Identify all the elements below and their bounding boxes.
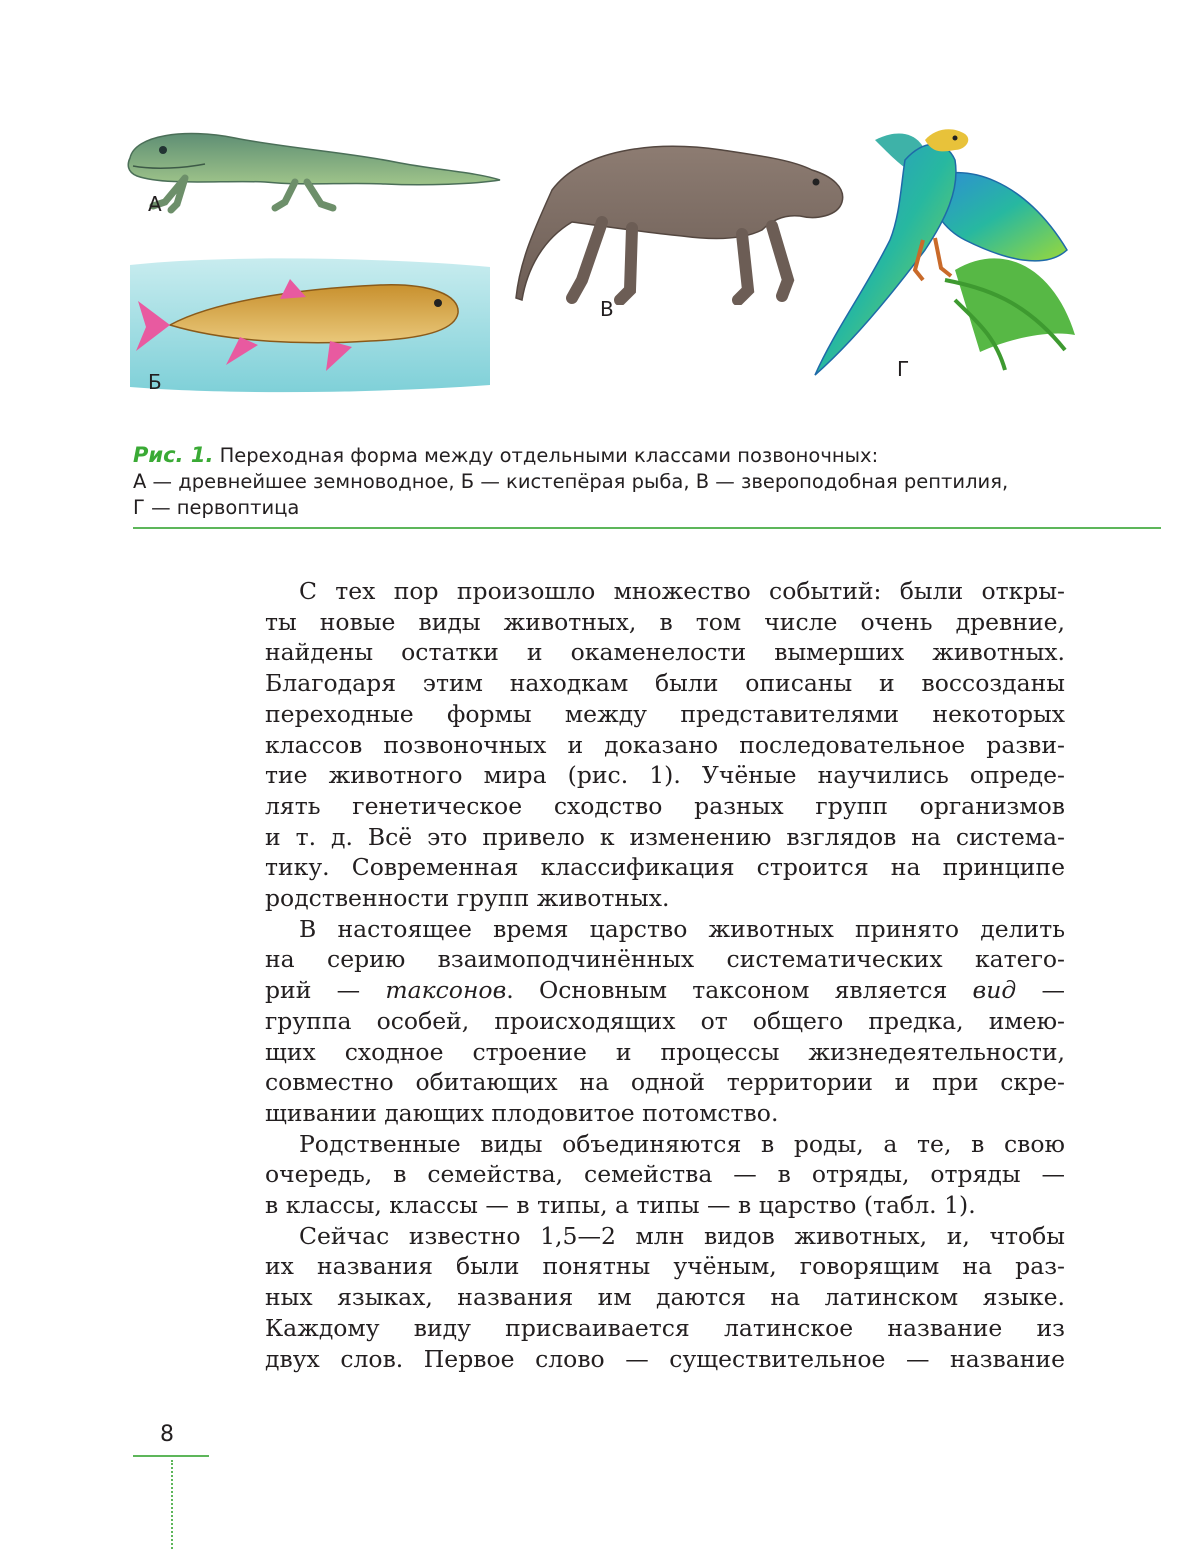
paragraph-4 <box>265 1221 1065 1375</box>
text-line: ты новые виды животных, в том числе очень древние, <box>265 607 1065 636</box>
text-line: В настоящее время царство животных принято делить <box>299 914 1065 943</box>
text-line: Сейчас известно 1,5—2 млн видов животных, и, чтобы <box>299 1221 1065 1250</box>
text-run: — <box>1016 976 1065 1005</box>
figure-number: Рис. 1. <box>133 443 214 467</box>
text-run: . Основным таксоном является <box>506 976 973 1005</box>
text-line: классов позвоночных и доказано последовательное разви- <box>265 730 1065 759</box>
figure-1 <box>0 0 1200 430</box>
body-text <box>265 576 1065 1374</box>
bird-illustration <box>805 120 1080 385</box>
text-line: в классы, классы — в типы, а типы — в царство (табл. 1). <box>265 1191 976 1220</box>
text-line: Каждому виду присваивается латинское название из <box>265 1313 1065 1342</box>
page-margin-dotted-line <box>171 1460 173 1549</box>
term-species: вид <box>972 976 1017 1005</box>
text-line: переходные формы между представителями некоторых <box>265 699 1065 728</box>
figure-label-a: А <box>148 192 162 216</box>
paragraph-3 <box>265 1129 1065 1221</box>
page-number: 8 <box>160 1422 174 1447</box>
text-line: С тех пор произошло множество событий: были откры- <box>299 577 1065 605</box>
page-number-rule <box>133 1455 209 1457</box>
caption-rule <box>133 527 1161 529</box>
text-line: родственности групп животных. <box>265 884 670 913</box>
figure-label-v: В <box>600 297 614 321</box>
text-line <box>265 975 1065 1006</box>
figure-label-b: Б <box>148 370 162 394</box>
figure-label-g: Г <box>897 357 910 381</box>
text-line: двух слов. Первое слово — существительное — название <box>265 1344 1065 1373</box>
text-line: Благодаря этим находкам были описаны и воссозданы <box>265 669 1065 698</box>
text-line: на серию взаимоподчинённых систематических катего- <box>265 945 1065 974</box>
fish-illustration <box>130 255 490 395</box>
text-line: ных языках, названия им даются на латинском языке. <box>265 1283 1065 1312</box>
text-line: щих сходное строение и процессы жизнедеятельности, <box>265 1037 1065 1066</box>
paragraph-1 <box>265 576 1065 914</box>
figure-caption <box>133 442 1133 521</box>
text-line: щивании дающих плодовитое потомство. <box>265 1098 779 1127</box>
text-line: очередь, в семейства, семейства — в отряды, отряды — <box>265 1160 1065 1189</box>
text-run: рий — <box>265 976 386 1005</box>
caption-line-1 <box>133 442 1133 469</box>
text-line: лять генетическое сходство разных групп организмов <box>265 791 1065 820</box>
text-line: совместно обитающих на одной территории и при скре- <box>265 1068 1065 1097</box>
caption-line-3: Г — первоптица <box>133 496 300 519</box>
reptile-illustration <box>512 130 852 305</box>
text-line: группа особей, происходящих от общего предка, имею- <box>265 1006 1065 1035</box>
text-line: Родственные виды объединяются в роды, а те, в свою <box>299 1129 1065 1158</box>
paragraph-2 <box>265 914 1065 1129</box>
term-taxa: таксонов <box>385 976 507 1005</box>
text-line: найдены остатки и окаменелости вымерших животных. <box>265 638 1065 667</box>
amphibian-illustration <box>125 120 505 215</box>
text-line: тие животного мира (рис. 1). Учёные научились опреде- <box>265 761 1065 790</box>
caption-line-2: А — древнейшее земноводное, Б — кистепёрая рыба, В — звероподобная рептилия, <box>133 470 1009 493</box>
text-line: их названия были понятны учёным, говорящим на раз- <box>265 1252 1065 1281</box>
text-line: тику. Современная классификация строится на принципе <box>265 853 1065 882</box>
caption-title: Переходная форма между отдельными классами позвоночных: <box>219 444 879 467</box>
text-line: и т. д. Всё это привело к изменению взглядов на система- <box>265 822 1065 851</box>
